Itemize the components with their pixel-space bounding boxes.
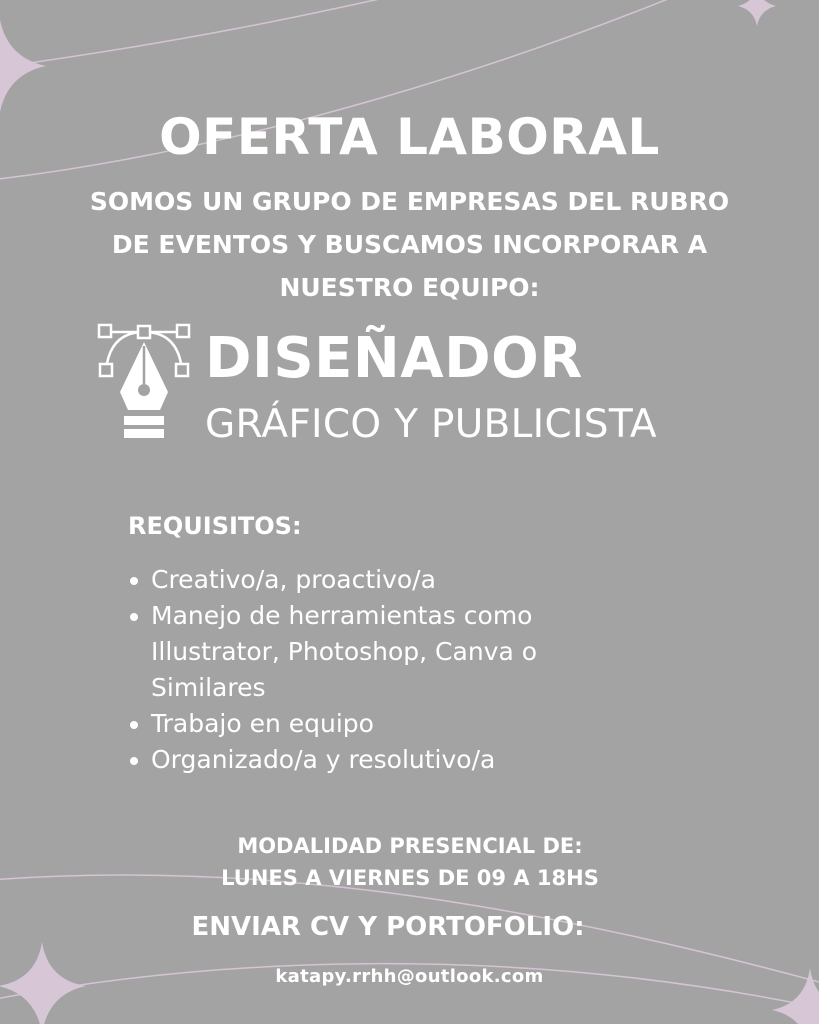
job-subtitle: GRÁFICO Y PUBLICISTA (205, 402, 657, 447)
sparkle-icon (0, 20, 46, 112)
list-item: Manejo de herramientas como Illustrator, Photoshop, Canva o Similares (128, 598, 648, 706)
send-cv-label: ENVIAR CV Y PORTOFOLIO: (191, 912, 585, 942)
pen-tool-icon (96, 322, 192, 440)
decorative-curve (0, 0, 420, 70)
job-title: DISEÑADOR (205, 326, 583, 391)
requirements-list (128, 562, 648, 778)
intro-line: DE EVENTOS Y BUSCAMOS INCORPORAR A (111, 230, 708, 259)
page-title: OFERTA LABORAL (159, 108, 660, 166)
intro-line: SOMOS UN GRUPO DE EMPRESAS DEL RUBRO (89, 187, 730, 216)
modality-text (180, 830, 640, 894)
modality-line: MODALIDAD PRESENCIAL DE: (237, 834, 583, 858)
modality-line: LUNES A VIERNES DE 09 A 18HS (221, 866, 599, 890)
intro-text (40, 180, 779, 309)
list-item: Organizado/a y resolutivo/a (128, 742, 648, 778)
contact-email: katapy.rrhh@outlook.com (275, 966, 544, 987)
sparkle-icon (738, 0, 776, 26)
intro-line: NUESTRO EQUIPO: (279, 273, 540, 302)
requirements-heading: REQUISITOS: (128, 512, 302, 540)
list-item: Creativo/a, proactivo/a (128, 562, 648, 598)
list-item: Trabajo en equipo (128, 706, 648, 742)
